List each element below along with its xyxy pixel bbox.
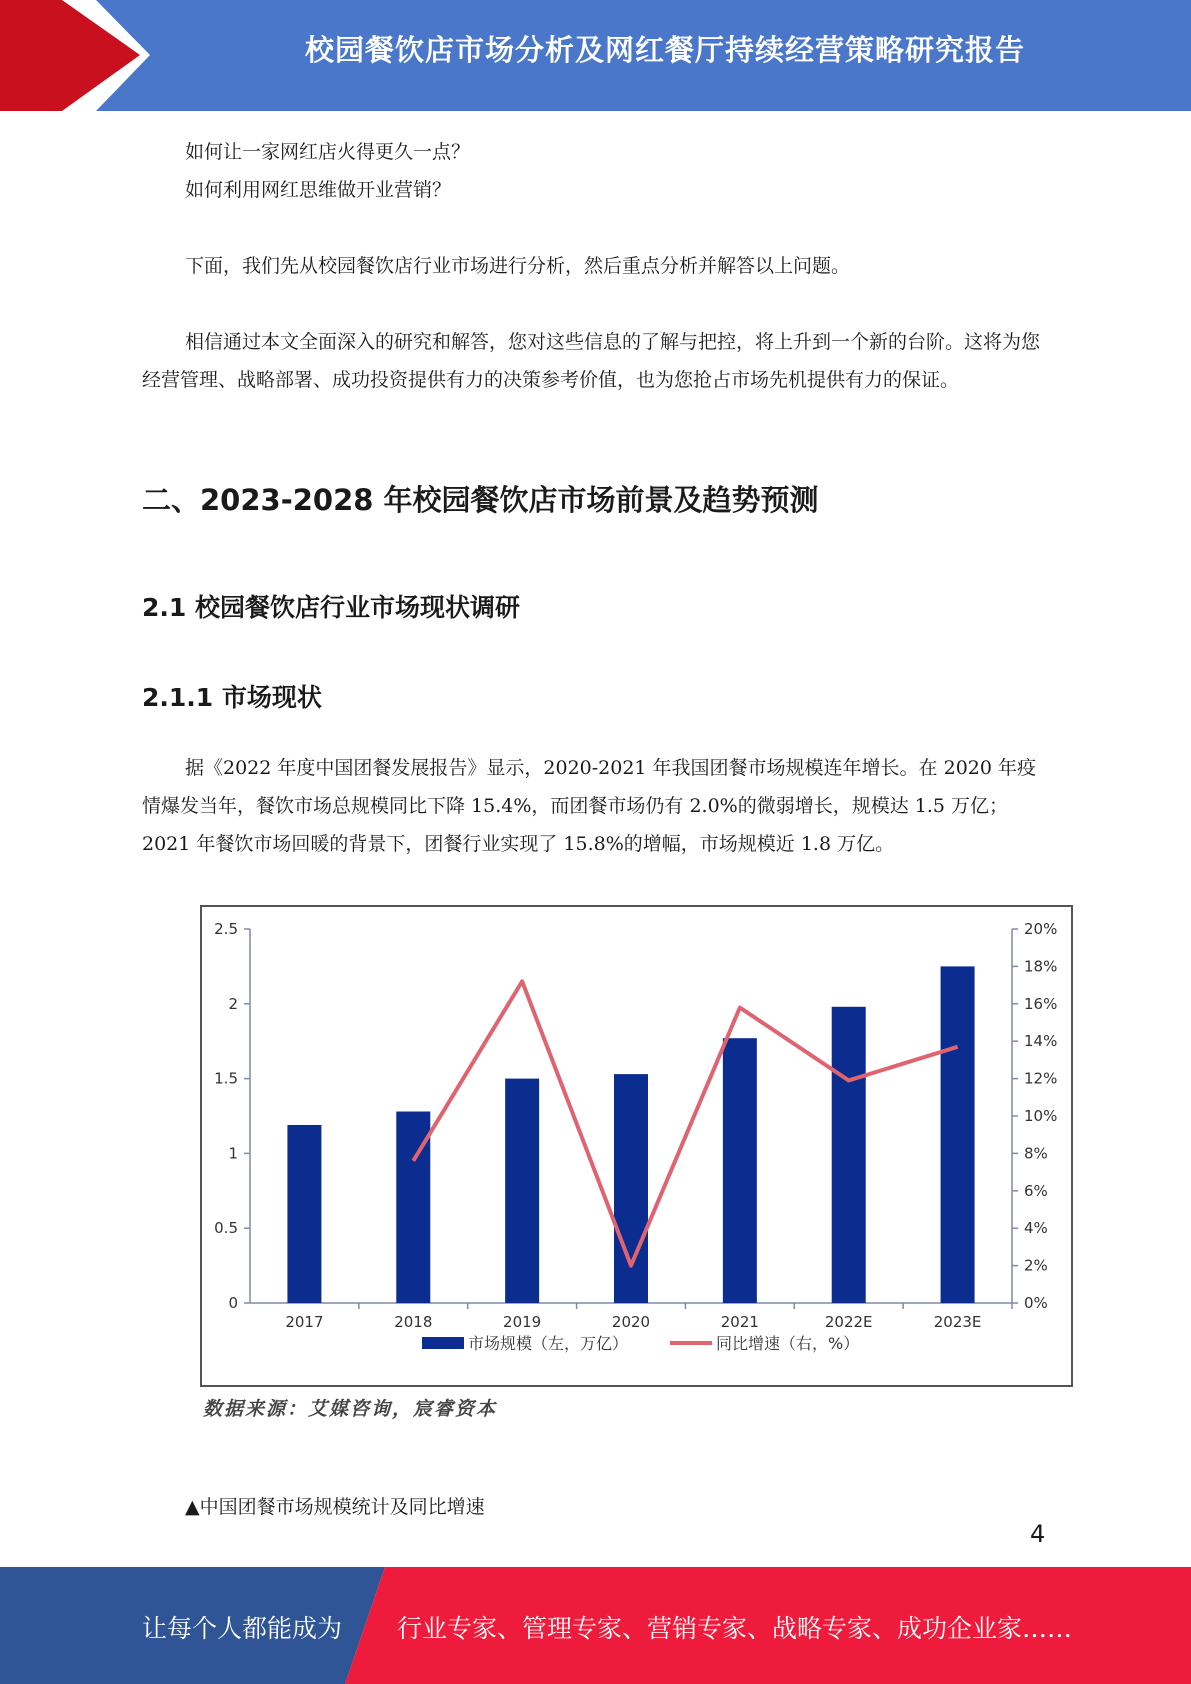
x-tick-label: 2018 [394,1313,433,1331]
right-tick-label: 14% [1024,1032,1058,1051]
left-tick-label: 0.5 [214,1219,238,1238]
legend-bar-swatch [422,1337,464,1349]
right-tick-label: 4% [1024,1219,1048,1238]
x-tick-label: 2021 [720,1313,759,1331]
page-header [0,0,1191,111]
legend-bar-label: 市场规模（左，万亿） [468,1334,629,1353]
right-tick-label: 8% [1024,1144,1048,1163]
right-tick-label: 18% [1024,957,1058,976]
growth-rate-line [413,981,957,1265]
x-tick-label: 2023E [933,1313,982,1331]
x-tick-label: 2020 [611,1313,651,1331]
page-footer [0,1567,1191,1684]
sub-subsection-heading: 2.1.1 市场现状 [142,683,322,712]
footer-slogan-right: 行业专家、管理专家、营销专家、战略专家、成功企业家…… [397,1614,1073,1643]
bar-2020 [614,1074,648,1303]
x-tick-label: 2017 [285,1313,324,1331]
section-heading: 二、2023-2028 年校园餐饮店市场前景及趋势预测 [142,483,819,517]
x-tick-label: 2019 [503,1313,542,1331]
left-tick-label: 2.5 [214,920,238,938]
right-tick-label: 6% [1024,1181,1048,1200]
bar-2023E [941,966,975,1303]
chart-source: 数据来源：艾媒咨询，宸睿资本 [203,1398,498,1420]
intro-paragraph-2: 相信通过本文全面深入的研究和解答，您对这些信息的了解与把控，将上升到一个新的台阶。这将为您经营管理、战略部署、成功投资提供有力的决策参考价值，也为您抢占市场先机提供有力的保证。 [142,331,1041,391]
left-tick-label: 1.5 [214,1069,238,1088]
intro-paragraph-1: 下面，我们先从校园餐饮店行业市场进行分析，然后重点分析并解答以上问题。 [185,255,851,277]
page-number: 4 [1030,1520,1046,1548]
subsection-heading: 2.1 校园餐饮店行业市场现状调研 [142,593,520,622]
market-status-paragraph: 据《2022 年度中国团餐发展报告》显示，2020-2021 年我国团餐市场规模连年增长。在 2020 年疫情爆发当年，餐饮市场总规模同比下降 15.4%，而团餐市场仍有 2.0%的微弱增长，规模达 1.5 万亿；2021 年餐饮市场回暖的背景下，团餐行业实现了 15.8%的增幅，市场规模近 1.8 万亿。 [142,757,1036,855]
intro-question-2: 如何利用网红思维做开业营销？ [185,179,452,201]
right-tick-label: 0% [1024,1294,1048,1312]
left-tick-label: 1 [228,1144,238,1163]
right-tick-label: 12% [1024,1069,1058,1088]
market-chart [200,905,1073,1387]
right-tick-label: 2% [1024,1256,1048,1275]
footer-slogan-left: 让每个人都能成为 [142,1614,343,1643]
chart-caption: ▲中国团餐市场规模统计及同比增速 [185,1496,485,1518]
bar-2022E [832,1007,866,1303]
x-tick-label: 2022E [824,1313,873,1331]
market-chart-svg [202,907,1071,1385]
right-tick-label: 16% [1024,994,1058,1013]
left-tick-label: 0 [228,1294,238,1312]
bar-2019 [505,1079,539,1303]
right-tick-label: 20% [1024,920,1058,938]
intro-question-1: 如何让一家网红店火得更久一点？ [185,141,471,163]
right-tick-label: 10% [1024,1107,1058,1125]
bar-2021 [723,1038,757,1303]
legend-line-label: 同比增速（右，%） [716,1334,860,1353]
header-title: 校园餐饮店市场分析及网红餐厅持续经营策略研究报告 [304,33,1025,67]
left-tick-label: 2 [228,994,238,1013]
bar-2017 [287,1125,321,1303]
